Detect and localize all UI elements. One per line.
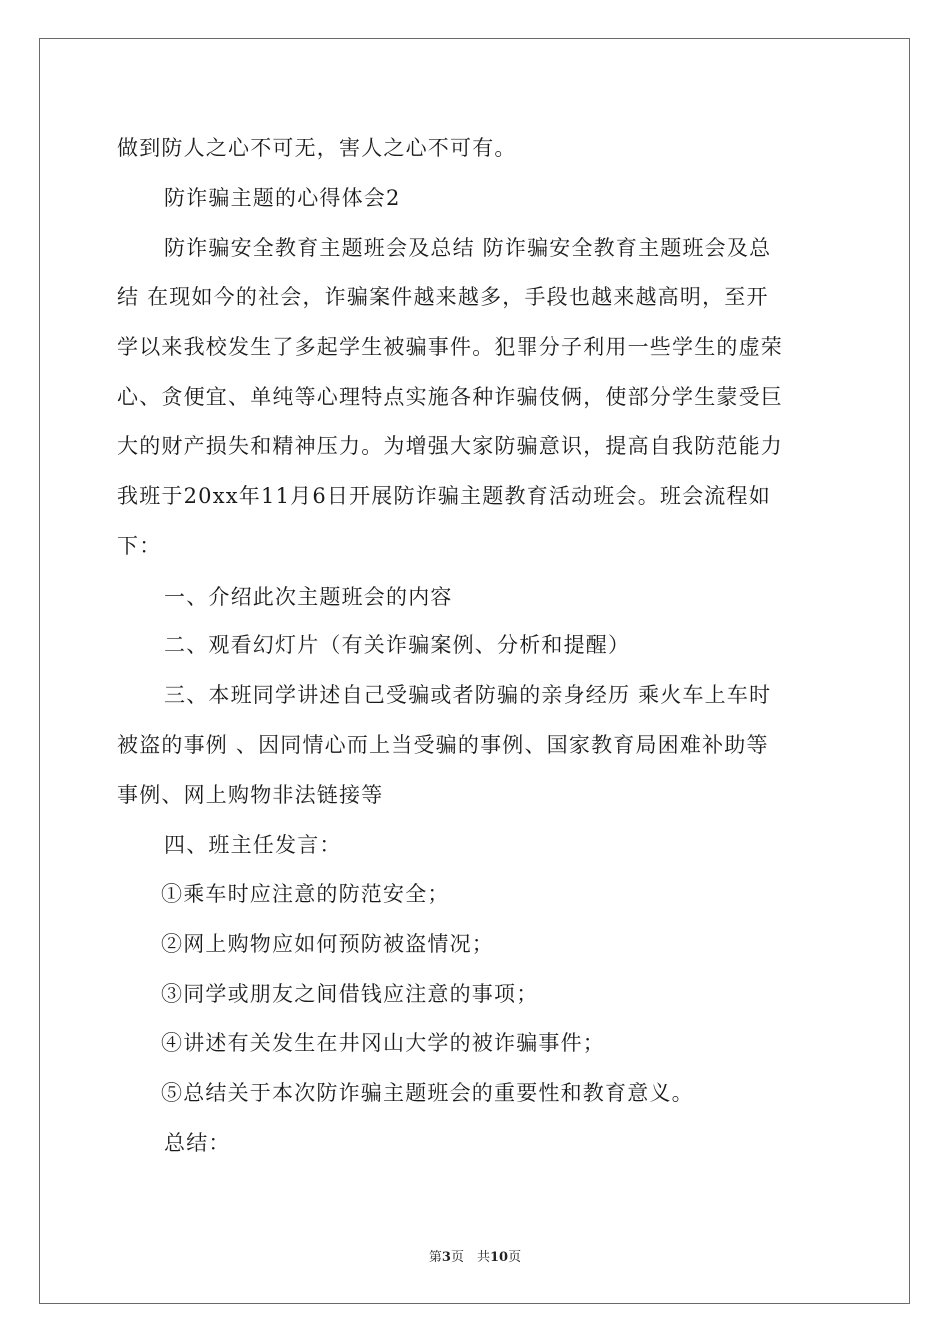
text-line: 心、贪便宜、单纯等心理特点实施各种诈骗伎俩，使部分学生蒙受巨 — [117, 385, 783, 409]
footer-middle: 页 共 — [450, 1250, 490, 1265]
numbered-item: ②网上购物应如何预防被盗情况； — [161, 932, 494, 956]
numbered-item: ①乘车时应注意的防范安全； — [161, 882, 450, 906]
numbered-item: ⑤总结关于本次防诈骗主题班会的重要性和教育意义。 — [161, 1081, 694, 1105]
footer-prefix: 第 — [428, 1250, 442, 1265]
text-line: 大的财产损失和精神压力。为增强大家防骗意识，提高自我防范能力 — [117, 434, 783, 458]
section-heading: 防诈骗主题的心得体会2 — [164, 186, 401, 210]
list-item: 四、班主任发言： — [164, 833, 342, 857]
text-line: 我班于20xx年11月6日开展防诈骗主题教育活动班会。班会流程如 — [117, 484, 771, 508]
footer-current-page: 3 — [441, 1250, 451, 1265]
summary-heading: 总结： — [164, 1131, 231, 1155]
text-line: 事例、网上购物非法链接等 — [117, 783, 384, 807]
numbered-item: ④讲述有关发生在井冈山大学的被诈骗事件； — [161, 1031, 605, 1055]
footer-suffix: 页 — [508, 1250, 522, 1265]
text-line: 下： — [117, 534, 162, 558]
text-line: 结 在现如今的社会，诈骗案件越来越多，手段也越来越高明，至开 — [117, 285, 769, 309]
list-item: 一、介绍此次主题班会的内容 — [164, 585, 453, 609]
text-line: 做到防人之心不可无，害人之心不可有。 — [117, 136, 517, 160]
footer-total-pages: 10 — [489, 1250, 509, 1265]
numbered-item: ③同学或朋友之间借钱应注意的事项； — [161, 982, 539, 1006]
text-line: 防诈骗安全教育主题班会及总结 防诈骗安全教育主题班会及总 — [164, 236, 772, 260]
text-line: 被盗的事例 、因同情心而上当受骗的事例、国家教育局困难补助等 — [117, 733, 769, 757]
list-item: 三、本班同学讲述自己受骗或者防骗的亲身经历 乘火车上车时 — [164, 683, 772, 707]
text-line: 学以来我校发生了多起学生被骗事件。犯罪分子利用一些学生的虚荣 — [117, 335, 783, 359]
page-footer — [0, 1246, 950, 1265]
list-item: 二、观看幻灯片（有关诈骗案例、分析和提醒） — [164, 633, 631, 657]
